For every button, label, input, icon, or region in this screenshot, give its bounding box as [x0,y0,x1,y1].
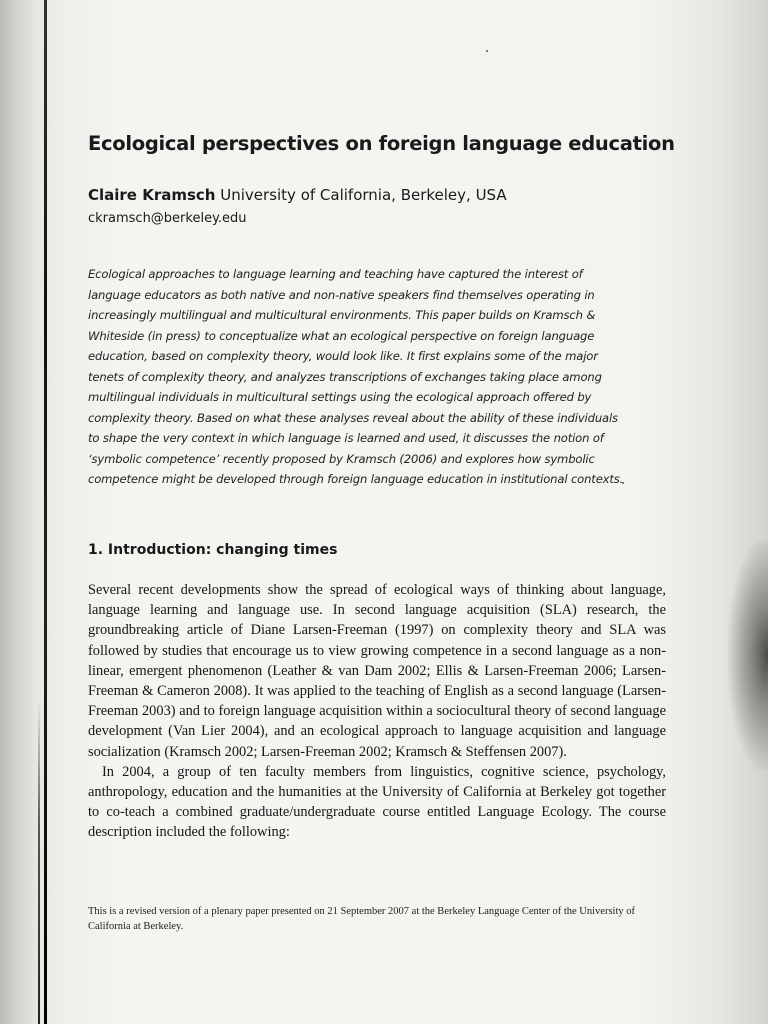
author-email: ckramsch@berkeley.edu [88,211,247,226]
scan-speck [486,50,488,52]
author-name: Claire Kramsch [88,186,216,204]
body-paragraph-1: Several recent developments show the spread of ecological ways of thinking about language, language learning and language use. In second language acquisition (SLA) research, the groundbreaking article of Diane Larsen-Freeman (1997) on complexity theory and SLA was followed by studies that encourage us to view growing competence in a second language as a non-linear, emergent phenomenon (Leather & van Dam 2002; Ellis & Larsen-Freeman 2006; Larsen-Freeman & Cameron 2008). It was applied to the teaching of English as a second language (Larsen-Freeman 2003) and to foreign language acquisition within a sociocultural theory of second language development (Van Lier 2004), and an ecological approach to language acquisition and language socialization (Kramsch 2002; Larsen-Freeman 2002; Kramsch & Steffensen 2007). [88,582,666,760]
abstract: Ecological approaches to language learning and teaching have captured the interest of language educators as both native and non-native speakers find themselves operating in increasingly multilingual and multicultural environments. This paper builds on Kramsch & Whiteside (in press) to conceptualize what an ecological perspective on foreign language education, based on complexity theory, would look like. It first explains some of the major tenets of complexity theory, and analyzes transcriptions of exchanges taking place among multilingual individuals in multicultural settings using the ecological approach offered by complexity theory. Based on what these analyses reveal about the ability of these individuals to shape the very context in which language is learned and used, it discusses the notion of ‘symbolic competence’ recently proposed by Kramsch (2006) and explores how symbolic competence might be developed through foreign language education in institutional contexts. [88,267,624,486]
body-paragraph-2: In 2004, a group of ten faculty members from linguistics, cognitive science, psychology, anthropology, education and the humanities at the University of California at Berkeley got together to co-teach a combined graduate/undergraduate course entitled Language Ecology. The course description included the following: [88,763,666,841]
section-body [88,580,666,843]
author-affiliation: University of California, Berkeley, USA [220,186,507,204]
page-binding-shadow [0,0,60,1024]
author-line [88,186,507,204]
section-heading: 1. Introduction: changing times [88,542,338,558]
page-edge-shadow [728,540,768,770]
footnote: This is a revised version of a plenary paper presented on 21 September 2007 at the Berkeley Language Center of the University of California at Berkeley. [88,906,635,932]
page-binding-edge-line [44,0,47,1024]
article-title: Ecological perspectives on foreign language education [88,132,675,155]
page-binding-edge-line-lower [38,700,40,1024]
